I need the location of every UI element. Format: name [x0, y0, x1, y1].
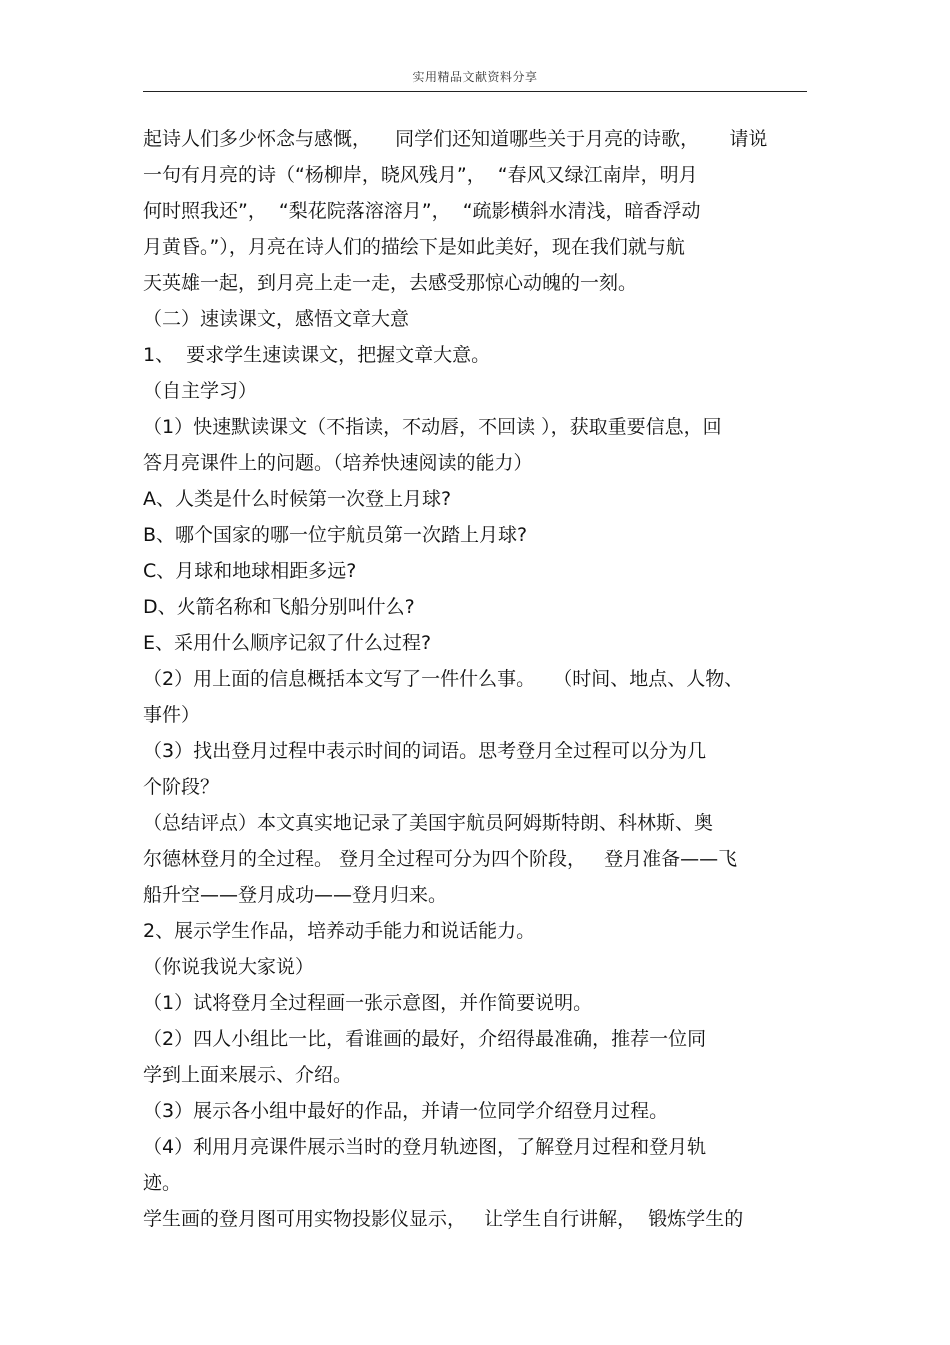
text-line: 一句有月亮的诗（“杨柳岸，晓风残月”， “春风又绿江南岸，明月 — [143, 164, 698, 186]
text-line: （总结评点）本文真实地记录了美国宇航员阿姆斯特朗、科林斯、奥 — [143, 812, 714, 834]
question-item: C、月球和地球相距多远? — [143, 560, 357, 582]
text-line: （1）快速默读课文（不指读，不动唇，不回读 ），获取重要信息，回 — [143, 416, 722, 438]
text-line: 答月亮课件上的问题。（培养快速阅读的能力） — [143, 452, 533, 474]
text-line: 个阶段？ — [143, 776, 220, 798]
text-line: （你说我说大家说） — [143, 956, 315, 978]
text-line: 船升空——登月成功——登月归来。 — [143, 884, 448, 906]
text-line: 2、展示学生作品，培养动手能力和说话能力。 — [143, 920, 536, 942]
text-line: 学到上面来展示、介绍。 — [143, 1064, 353, 1086]
text-line: （3）找出登月过程中表示时间的词语。思考登月全过程可以分为几 — [143, 740, 707, 762]
text-line: （4）利用月亮课件展示当时的登月轨迹图，了解登月过程和登月轨 — [143, 1136, 707, 1158]
text-line: 迹。 — [143, 1172, 182, 1194]
page-header: 实用精品文献资料分享 — [412, 70, 538, 84]
text-line: 月黄昏。”），月亮在诗人们的描绘下是如此美好，现在我们就与航 — [143, 236, 685, 258]
text-line: （1）试将登月全过程画一张示意图，并作简要说明。 — [143, 992, 593, 1014]
text-line: 1、 要求学生速读课文，把握文章大意。 — [143, 344, 491, 366]
section-heading: （二）速读课文，感悟文章大意 — [143, 308, 410, 330]
text-line: 天英雄一起，到月亮上走一走，去感受那惊心动魄的一刻。 — [143, 272, 638, 294]
text-line: （3）展示各小组中最好的作品，并请一位同学介绍登月过程。 — [143, 1100, 669, 1122]
text-line: 何时照我还”， “梨花院落溶溶月”， “疏影横斜水清浅，暗香浮动 — [143, 200, 701, 222]
question-item: B、哪个国家的哪一位宇航员第一次踏上月球? — [143, 524, 528, 546]
question-item: E、采用什么顺序记叙了什么过程? — [143, 632, 432, 654]
text-line: 学生画的登月图可用实物投影仪显示， 让学生自行讲解， 锻炼学生的 — [143, 1208, 744, 1230]
text-line: （自主学习） — [143, 380, 258, 402]
document-body — [143, 121, 813, 1237]
text-line: （2）四人小组比一比，看谁画的最好，介绍得最准确，推荐一位同 — [143, 1028, 707, 1050]
text-line: 起诗人们多少怀念与感慨， 同学们还知道哪些关于月亮的诗歌， 请说 — [143, 128, 768, 150]
text-line: （2）用上面的信息概括本文写了一件什么事。 （时间、地点、人物、 — [143, 668, 744, 690]
header-divider — [143, 91, 807, 92]
text-line: 事件） — [143, 704, 201, 726]
question-item: D、火箭名称和飞船分别叫什么? — [143, 596, 415, 618]
text-line: 尔德林登月的全过程。 登月全过程可分为四个阶段， 登月准备——飞 — [143, 848, 738, 870]
question-item: A、人类是什么时候第一次登上月球? — [143, 488, 452, 510]
